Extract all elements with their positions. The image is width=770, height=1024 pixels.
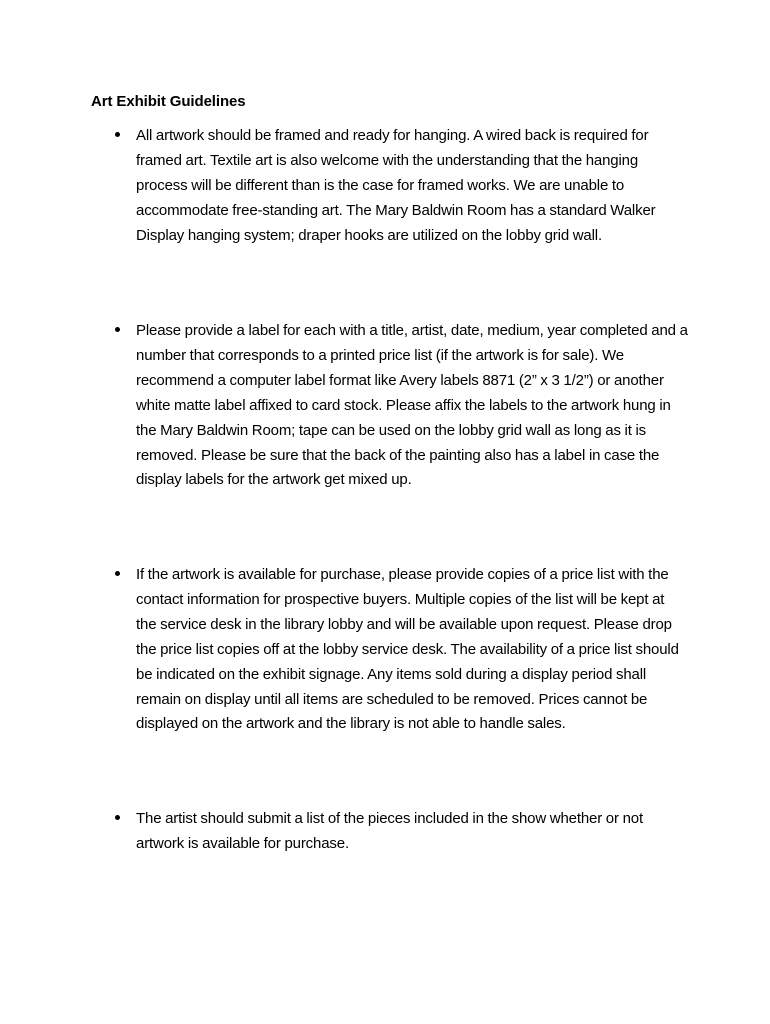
guideline-text: If the artwork is available for purchase, please provide copies of a price list with the contact information for prospective buyers. Multiple copies of the list will be kept at the service desk in the library lobby and will be available upon request. Please drop the price list copies off at the lobby service desk. The availability of a price list should be indicated on the exhibit signage. Any items sold during a display period shall remain on display until all items are scheduled to be removed. Prices cannot be displayed on the artwork and the library is not able to handle sales. — [136, 566, 679, 733]
guideline-text: All artwork should be framed and ready for hanging. A wired back is required for framed art. Textile art is also welcome with the understanding that the hanging process will be different than is the case for framed works. We are unable to accommodate free-standing art. The Mary Baldwin Room has a standard Walker Display hanging system; draper hooks are utilized on the lobby grid wall. — [136, 127, 656, 244]
guideline-text: The artist should submit a list of the pieces included in the show whether or not artwork is available for purchase. — [136, 810, 643, 852]
bullet-icon — [115, 571, 120, 576]
bullet-icon — [115, 815, 120, 820]
document-title: Art Exhibit Guidelines — [91, 93, 246, 110]
guideline-text: Please provide a label for each with a title, artist, date, medium, year completed and a number that corresponds to a printed price list (if the artwork is for sale). We recommend a computer label format like Avery labels 8871 (2” x 3 1/2”) or another white matte label affixed to card stock. Please affix the labels to the artwork hung in the Mary Baldwin Room; tape can be used on the lobby grid wall as long as it is removed. Please be sure that the back of the painting also has a label in case the display labels for the artwork get mixed up. — [136, 322, 688, 489]
bullet-icon — [115, 327, 120, 332]
bullet-icon — [115, 132, 120, 137]
